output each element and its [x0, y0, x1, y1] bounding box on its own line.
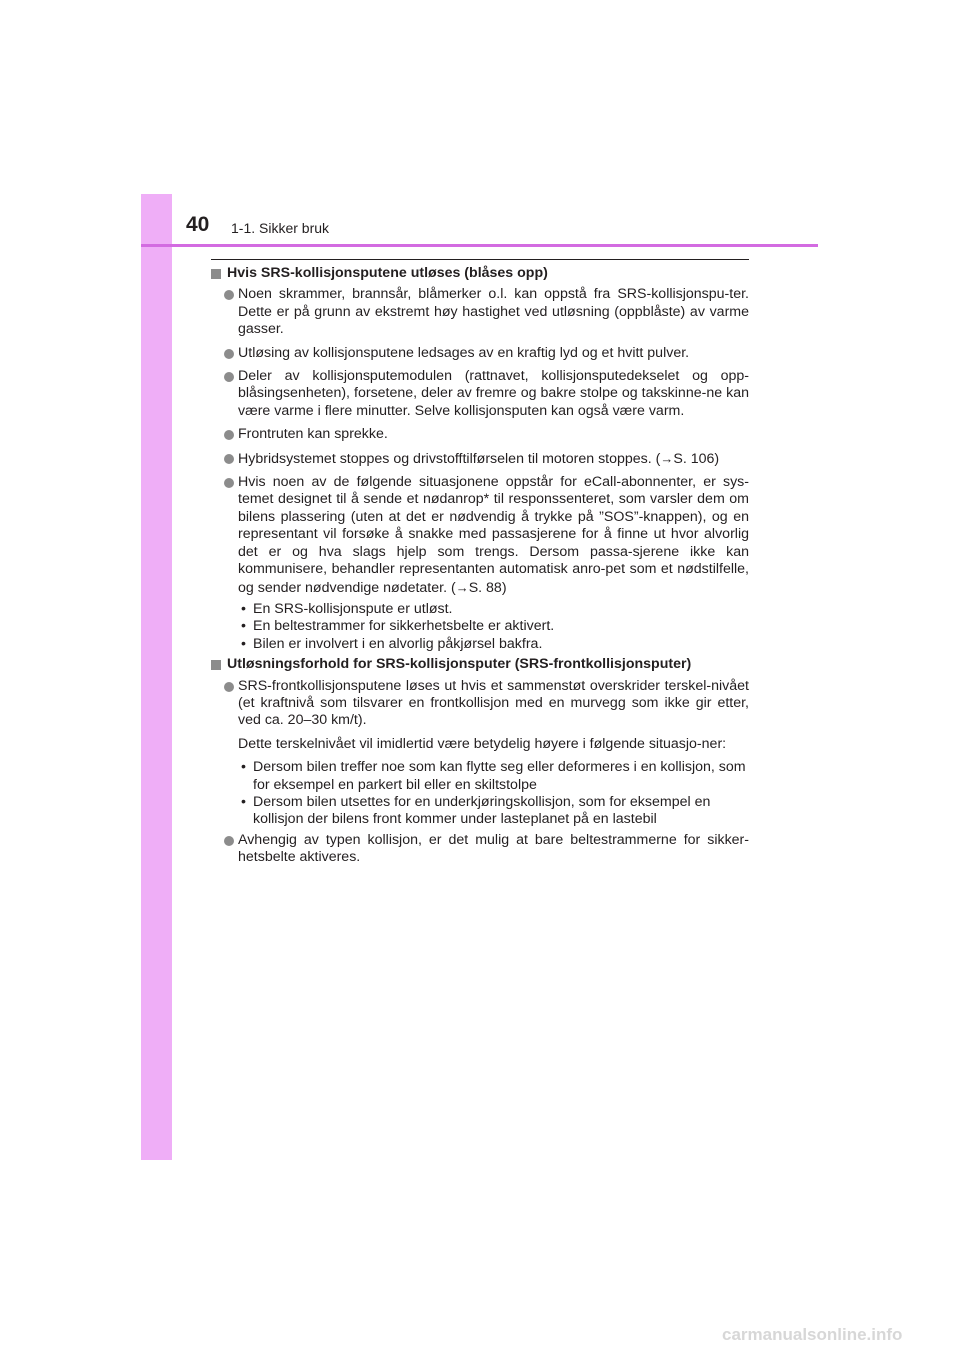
list-item: Deler av kollisjonsputemodulen (rattnavet, kollisjonsputedekselet og opp-blåsingsenheten), forsetene, deler av fremre og bakre stolpe og takskinne-ne kan være varme i flere minutter. Selve kollisjonsputen kan også være varm. — [211, 368, 749, 420]
arrow-icon: → — [455, 579, 469, 595]
dot-bullet-icon: • — [241, 600, 246, 617]
arrow-icon: → — [660, 450, 674, 466]
sub-list-item: • Dersom bilen treffer noe som kan flytte seg eller deformeres i en kollisjon, som for eksempel en parkert bil eller en skiltstolpe — [241, 759, 746, 793]
dot-bullet-icon: • — [241, 793, 246, 810]
page-content — [211, 265, 749, 873]
page-reference-link[interactable]: S. 106) — [673, 450, 720, 467]
section-heading: Hvis SRS-kollisjonsputene utløses (blåses opp) — [211, 265, 749, 282]
list-item: Frontruten kan sprekke. — [211, 426, 749, 443]
page-number: 40 — [186, 213, 210, 236]
section-heading: Utløsningsforhold for SRS-kollisjonsputer (SRS-frontkollisjonsputer) — [211, 656, 749, 673]
sub-list-item: • Bilen er involvert i en alvorlig påkjørsel bakfra. — [241, 635, 543, 652]
circle-bullet-icon — [224, 372, 234, 382]
sub-list — [211, 601, 749, 653]
circle-bullet-icon — [224, 454, 234, 464]
list-item: Hybridsystemet stoppes og drivstofftilførselen til motoren stoppes. (→S. 106) — [211, 450, 749, 468]
circle-bullet-icon — [224, 430, 234, 440]
chapter-side-tab — [141, 194, 172, 1160]
content-divider — [211, 259, 749, 260]
dot-bullet-icon: • — [241, 618, 246, 635]
sub-list-item: • Dersom bilen utsettes for en underkjøringskollisjon, som for eksempel en kollisjon der bilens front kommer under lasteplanet på en lastebil — [241, 793, 711, 828]
circle-bullet-icon — [224, 836, 234, 846]
section-title: 1-1. Sikker bruk — [231, 220, 330, 236]
list-item: Avhengig av typen kollisjon, er det mulig at bare beltestrammerne for sikker-hetsbelte aktiveres. — [211, 832, 749, 867]
sub-list-item: • En SRS-kollisjonspute er utløst. — [241, 600, 453, 617]
watermark-logo — [722, 1322, 932, 1346]
header-divider — [141, 244, 818, 247]
page-reference-link[interactable]: S. 88) — [468, 579, 507, 596]
dot-bullet-icon: • — [241, 759, 246, 776]
list-item: Noen skrammer, brannsår, blåmerker o.l. kan oppstå fra SRS-kollisjonspu-ter. Dette er på grunn av ekstremt høy hastighet ved utløsning (oppblåste) av varme gasser. — [211, 286, 749, 338]
list-item: SRS-frontkollisjonsputene løses ut hvis et sammenstøt overskrider terskel-nivået (et kraftnivå som tilsvarer en frontkollisjon med en murvegg som ikke gir etter, ved ca. 20–30 km/t). — [211, 678, 749, 730]
square-bullet-icon — [211, 269, 221, 279]
list-item: Hvis noen av de følgende situasjonene oppstår for eCall-abonnenter, er sys-temet designet til å sende et nødanrop* til responssenteret, som varsler dem om bilens plassering (uten at det er nødvendig å trykke på ”SOS”-knappen), og en representant vil forsøke å snakke med passasjerene for å finne ut hvor alvorlig det er og hva slags hjelp som trengs. Dersom passa-sjerene ikke kan kommunisere, behandler representanten automatisk anro-pet som et nødstilfelle, og sender nødvendige nødetater. (→S. 88) — [211, 474, 749, 597]
square-bullet-icon — [211, 660, 221, 670]
sub-list-item: • En beltestrammer for sikkerhetsbelte er aktivert. — [241, 618, 555, 635]
circle-bullet-icon — [224, 290, 234, 300]
circle-bullet-icon — [224, 349, 234, 359]
dot-bullet-icon: • — [241, 635, 246, 652]
svg-text:carmanualsonline.info: carmanualsonline.info — [722, 1325, 903, 1344]
circle-bullet-icon — [224, 682, 234, 692]
list-item: Utløsing av kollisjonsputene ledsages av en kraftig lyd og et hvitt pulver. — [211, 345, 749, 362]
sub-list — [211, 759, 749, 829]
circle-bullet-icon — [224, 478, 234, 488]
paragraph: Dette terskelnivået vil imidlertid være betydelig høyere i følgende situasjo-ner: — [238, 735, 727, 752]
